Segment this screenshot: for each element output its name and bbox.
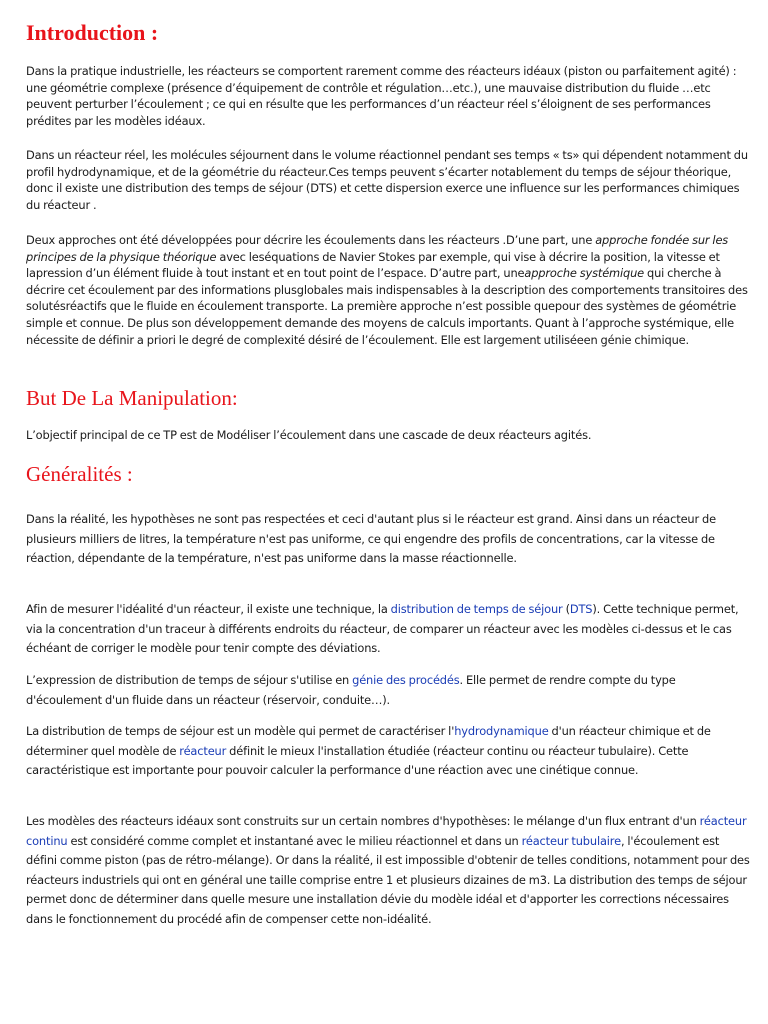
text-run: Afin de mesurer l'idéalité d'un réacteur, il existe une technique, la bbox=[26, 602, 391, 616]
text-run: est considéré comme complet et instantané avec le milieu réactionnel et dans un bbox=[67, 833, 522, 848]
text-run: La distribution de temps de séjour est un modèle qui permet de caractériser l' bbox=[26, 724, 455, 738]
text-run: Les modèles des réacteurs idéaux sont construits sur un certain nombres d'hypothèses: le mélange d'un flux entrant d'un bbox=[26, 814, 700, 828]
intro-paragraph-2: Dans un réacteur réel, les molécules séjournent dans le volume réactionnel pendant ses temps « ts» qui dépendent notamment du profil hydrodynamique, et de la géométrie du réacteur.Ces temps peuvent s’écarter notablement du temps de séjour théorique, donc il existe une distribution des temps de séjour (DTS) et cette dispersion exerce une influence sur les performances chimiques du réacteur . bbox=[26, 148, 748, 212]
text-run: ( bbox=[562, 602, 570, 616]
link-dts[interactable]: DTS bbox=[569, 602, 593, 616]
text-run: . Elle permet de rendre compte du type d'écoulement d'un fluide dans un réacteur (réservoir, conduite…). bbox=[26, 673, 676, 707]
text-run: ). Cette technique permet, via la concentration d'un traceur à différents endroits du réacteur, de comparer un réacteur avec les modèles ci-dessus et le cas échéant de corriger le modèle pour tenir compte des déviations. bbox=[26, 602, 739, 655]
link-distribution-temps-sejour[interactable]: distribution de temps de séjour bbox=[390, 602, 563, 616]
text-run: d'un réacteur chimique et de déterminer quel modèle de bbox=[26, 724, 711, 758]
text-run: définit le mieux l'installation étudiée (réacteur continu ou réacteur tubulaire). Cette caractéristique est importante pour pouvoir calculer la performance d'une réaction avec une cinétique connue. bbox=[26, 743, 689, 777]
link-reacteur-continu[interactable]: réacteur continu bbox=[26, 814, 747, 848]
intro-heading: Introduction : bbox=[26, 20, 159, 45]
intro-paragraph-3 bbox=[26, 232, 750, 348]
link-hydrodynamique[interactable]: hydrodynamique bbox=[454, 724, 549, 738]
text-run: Deux approches ont été développées pour décrire les écoulements dans les réacteurs .D’une part, une bbox=[26, 233, 596, 247]
but-paragraph-1: L’objectif principal de ce TP est de Modéliser l’écoulement dans une cascade de deux réacteurs agités. bbox=[26, 428, 592, 442]
generalites-paragraph-3 bbox=[26, 671, 750, 710]
intro-paragraph-1: Dans la pratique industrielle, les réacteurs se comportent rarement comme des réacteurs idéaux (piston ou parfaitement agité) : une géométrie complexe (présence d’équipement de contrôle et régulation…etc.), une mauvaise distribution du fluide …etc peuvent perturber l’écoulement ; ce qui en résulte que les performances d’un réacteur réel s’éloignent de ses performances prédites par les modèles idéaux. bbox=[26, 64, 737, 128]
generalites-paragraph-2 bbox=[26, 600, 750, 659]
text-run: L’expression de distribution de temps de séjour s'utilise en bbox=[26, 673, 353, 687]
generalites-paragraph-5 bbox=[26, 812, 750, 929]
link-genie-des-procedes[interactable]: génie des procédés bbox=[352, 673, 460, 687]
link-reacteur-tubulaire[interactable]: réacteur tubulaire bbox=[521, 833, 621, 848]
text-run: avec leséquations de Navier Stokes par exemple, qui vise à décrire la position, la vitesse et lapression d’un élément fluide à tout instant et en tout point de l’espace. D’autre part, une bbox=[26, 249, 720, 281]
generalites-paragraph-4 bbox=[26, 722, 750, 781]
text-run: , l'écoulement est défini comme piston (pas de rétro-mélange). Or dans la réalité, il est impossible d'obtenir de telles conditions, notamment pour des réacteurs industriels qui ont en général une taille comprise entre 1 et plusieurs dizaines de m3. La distribution des temps de séjour permet donc de déterminer dans quelle mesure une installation dévie du modèle idéal et d'apporter les corrections nécessaires dans le fonctionnement du procédé afin de compenser cette non-idéalité. bbox=[26, 833, 750, 926]
but-heading: But De La Manipulation: bbox=[26, 386, 238, 410]
text-run: qui cherche à décrire cet écoulement par des informations plusglobales mais indispensables à la description des comportements transitoires des solutésréactifs que le fluide en écoulement transporte. La première approche n’est possible quepour des systèmes de géométrie simple et connue. De plus son développement demande des moyens de calculs importants. Quant à l’approche systémique, elle nécessite de définir a priori le degré de complexité désiré de l’écoulement. Elle est largement utiliséeen génie chimique. bbox=[26, 266, 748, 347]
generalites-paragraph-1: Dans la réalité, les hypothèses ne sont pas respectées et ceci d'autant plus si le réacteur est grand. Ainsi dans un réacteur de plusieurs milliers de litres, la température n'est pas uniforme, ce qui engendre des profils de concentrations, car la vitesse de réaction, dépendante de la température, n'est pas uniforme dans la masse réactionnelle. bbox=[26, 512, 716, 565]
emphasis-approche-systemique: approche systémique bbox=[524, 266, 645, 281]
link-reacteur[interactable]: réacteur bbox=[179, 743, 227, 758]
emphasis-physique-theorique: approche fondée sur les principes de la physique théorique bbox=[26, 233, 729, 264]
generalites-heading: Généralités : bbox=[26, 462, 133, 486]
